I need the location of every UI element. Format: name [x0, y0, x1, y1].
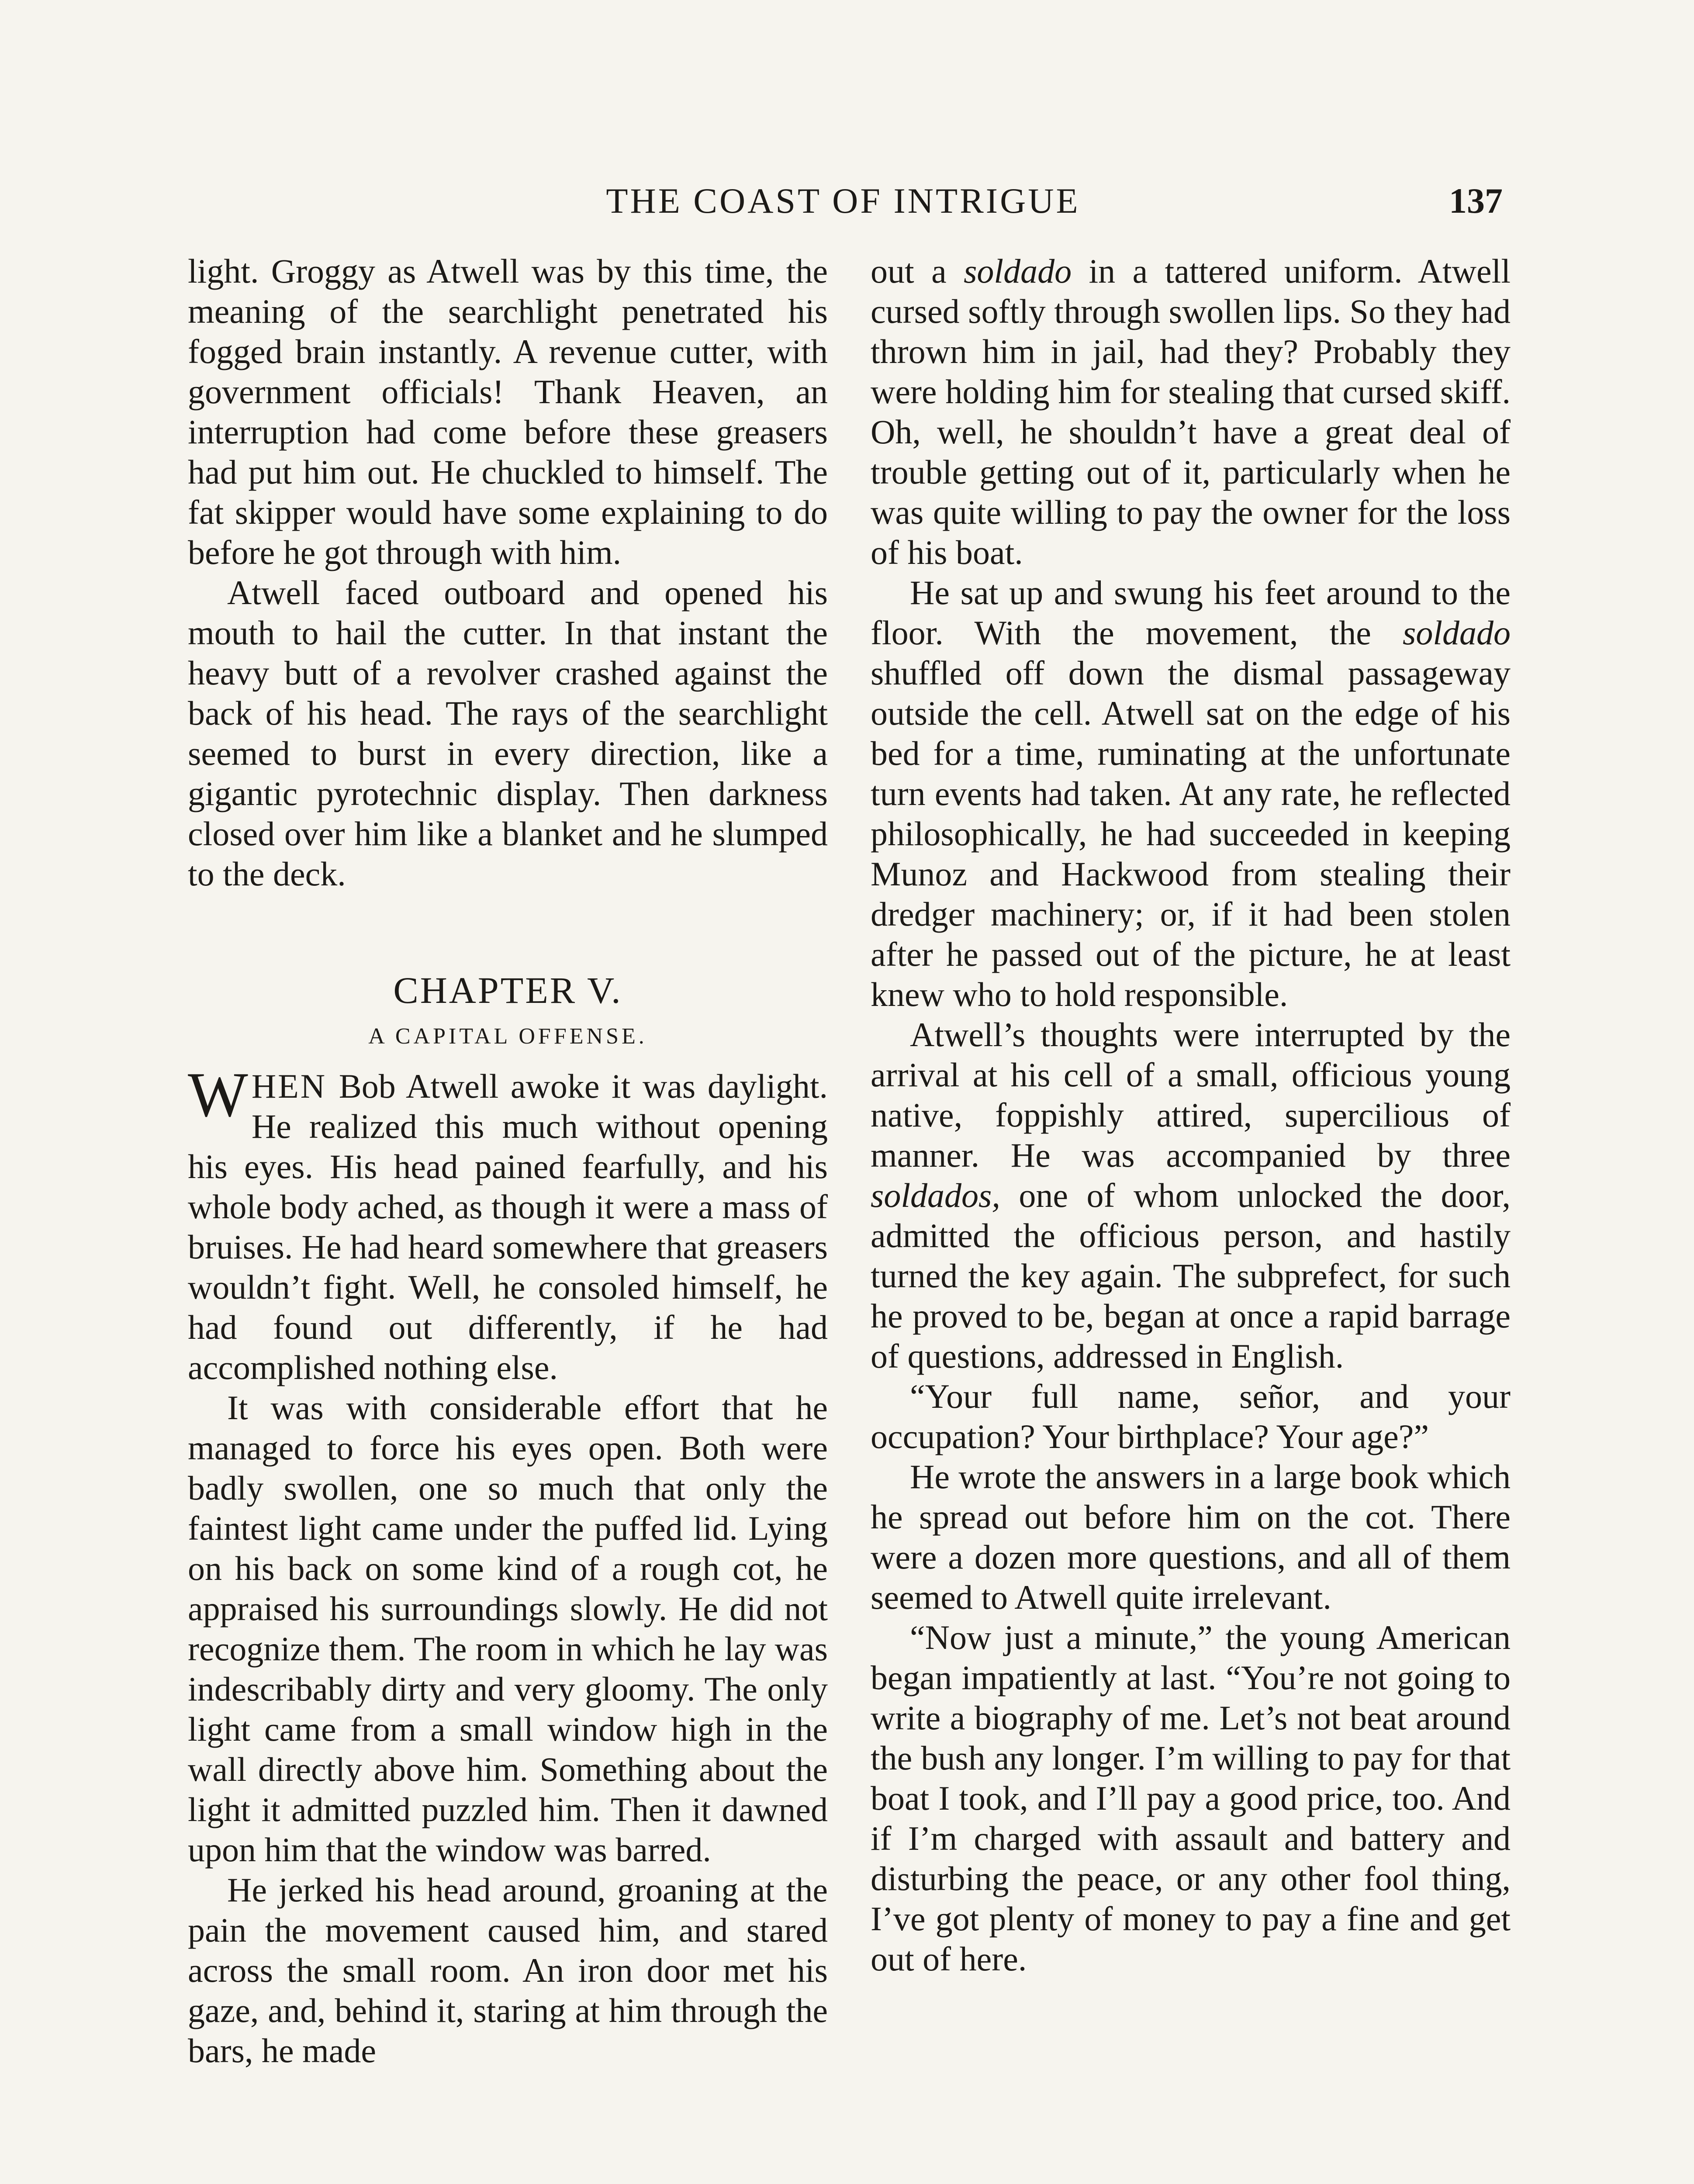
drop-cap: W — [188, 1059, 248, 1130]
chapter-subtitle: A CAPITAL OFFENSE. — [368, 1024, 647, 1049]
lead-in-caps: HEN — [251, 1067, 327, 1105]
italic-word: soldados, — [871, 1176, 1000, 1214]
running-title: THE COAST OF INTRIGUE — [606, 181, 1080, 221]
paragraph-text: Atwell’s thoughts were interrupted by the arrival at his cell of a small, officious young native, foppishly attired, supercilious of manner. He was accompanied by three — [871, 1016, 1511, 1174]
italic-word: soldado — [964, 252, 1072, 290]
left-column — [188, 251, 828, 2184]
paragraph-text: shuffled off down the dismal passageway outside the cell. Atwell sat on the edge of his bed for a time, ruminating at the unfortunate turn events had taken. At any rate, he reflected philosophically, he had succeeded in keeping Munoz and Hackwood from stealing their dredger machinery; or, if it had been stolen after he passed out of the picture, he at least knew who to hold responsible. — [871, 654, 1511, 1013]
paragraph — [871, 251, 1511, 573]
paragraph-text: out a — [871, 252, 964, 290]
paragraph: It was with considerable effort that he managed to force his eyes open. Both were badly swollen, one so much that only the faintest light came under the puffed lid. Lying on his back on some kind of a rough cot, he appraised his surroundings slowly. He did not recognize them. The room in which he lay was indescribably dirty and very gloomy. The only light came from a small window high in the wall directly above him. Something about the light it admitted puzzled him. Then it dawned upon him that the window was barred. — [188, 1389, 828, 1869]
paragraph: He wrote the answers in a large book which he spread out before him on the cot. There were a dozen more questions, and all of them seemed to Atwell quite irrelevant. — [871, 1458, 1511, 1616]
chapter-opening-paragraph — [188, 1059, 828, 1388]
italic-word: soldado — [1402, 614, 1511, 652]
paragraph: Atwell faced outboard and opened his mouth to hail the cutter. In that instant the heavy butt of a revolver crashed against the back of his head. The rays of the searchlight seemed to burst in every direction, like a gigantic pyrotechnic display. Then darkness closed over him like a blanket and he slumped to the deck. — [188, 574, 828, 893]
paragraph-text: He sat up and swung his feet around to the floor. With the movement, the — [871, 574, 1511, 652]
paragraph: He jerked his head around, groaning at the pain the movement caused him, and stared across the small room. An iron door met his gaze, and, behind it, staring at him through the bars, he made — [188, 1871, 828, 2070]
paragraph — [871, 573, 1511, 1015]
paragraph-text: Bob Atwell awoke it was daylight. He realized this much without opening his eyes. His head pained fearfully, and his whole body ached, as though it were a mass of bruises. He had heard somewhere that greasers wouldn’t fight. Well, he consoled himself, he had found out differently, if he had accomplished nothing else. — [188, 1067, 828, 1386]
page-header — [183, 175, 1503, 236]
paragraph-text: one of whom unlocked the door, admitted the officious person, and hastily turned the key again. The subprefect, for such he proved to be, began at once a rapid barrage of questions, addressed in English. — [871, 1176, 1511, 1375]
chapter-heading: CHAPTER V. — [393, 969, 622, 1011]
paragraph-text: in a tattered uniform. Atwell cursed softly through swollen lips. So they had thrown him in jail, had they? Probably they were holding him for stealing that cursed skiff. Oh, well, he shouldn’t have a great deal of trouble getting out of it, particularly when he was quite willing to pay the owner for the loss of his boat. — [871, 252, 1511, 571]
paragraph: light. Groggy as Atwell was by this time, the meaning of the searchlight penetrated his fogged brain instantly. A revenue cutter, with government officials! Thank Heaven, an interruption had come before these greasers had put him out. He chuckled to himself. The fat skipper would have some explaining to do before he got through with him. — [188, 252, 828, 571]
right-column — [871, 251, 1511, 2184]
paragraph: “Your full name, señor, and your occupation? Your birthplace? Your age?” — [871, 1377, 1511, 1455]
paragraph — [871, 1015, 1511, 1376]
page-number: 137 — [1449, 181, 1503, 221]
paragraph: “Now just a minute,” the young American began impatiently at last. “You’re not going to write a biography of me. Let’s not beat around the bush any longer. I’m willing to pay for that boat I took, and I’ll pay a good price, too. And if I’m charged with assault and battery and disturbing the peace, or any other fool thing, I’ve got plenty of money to pay a fine and get out of here. — [871, 1618, 1511, 1978]
